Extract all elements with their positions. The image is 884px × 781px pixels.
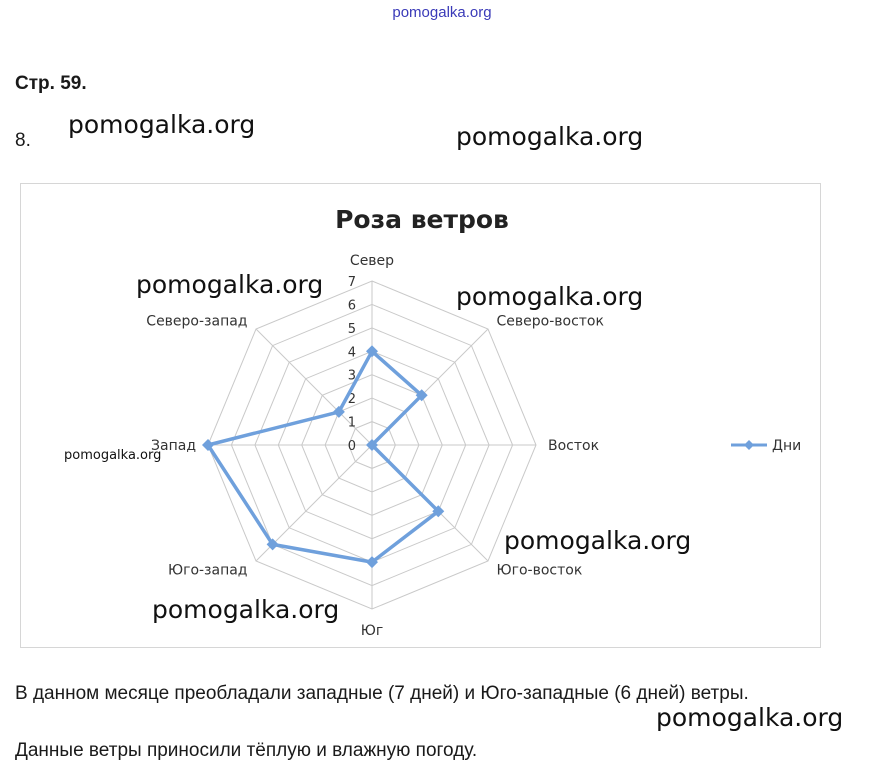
tick-label: 3 (347, 368, 356, 384)
top-watermark: pomogalka.org (392, 4, 492, 21)
radar-chart (20, 183, 821, 648)
tick-label: 1 (347, 415, 356, 431)
watermark-7: pomogalka.org (152, 595, 340, 624)
category-label: Запад (151, 438, 196, 454)
series-line (208, 351, 438, 562)
page-reference: Стр. 59. (15, 73, 87, 94)
watermark-2: pomogalka.org (456, 122, 644, 151)
chart-title: Роза ветров (335, 205, 509, 234)
watermark-4: pomogalka.org (456, 282, 644, 311)
watermark-5: pomogalka.org (64, 448, 162, 463)
watermark-6: pomogalka.org (504, 526, 692, 555)
category-label: Северо-восток (496, 313, 604, 330)
conclusion-text: В данном месяце преобладали западные (7 дней) и Юго-западные (6 дней) ветры. (15, 683, 749, 704)
tick-label: 5 (347, 321, 356, 337)
tick-label: 2 (347, 392, 356, 408)
tick-label: 7 (347, 275, 356, 290)
legend-marker (744, 440, 754, 450)
category-label: Северо-запад (146, 313, 248, 330)
category-label: Юго-запад (167, 562, 248, 579)
watermark-8: pomogalka.org (656, 703, 844, 732)
category-label: Север (349, 253, 395, 269)
weather-text: Данные ветры приносили тёплую и влажную погоду. (15, 740, 478, 761)
legend-label: Дни (772, 438, 802, 454)
radar-series (202, 345, 444, 568)
radar-tick-labels (348, 275, 356, 454)
legend (731, 438, 801, 454)
task-number: 8. (15, 130, 31, 151)
category-label: Восток (548, 438, 600, 454)
tick-label: 4 (347, 345, 356, 361)
watermark-3: pomogalka.org (136, 270, 324, 299)
tick-label: 6 (347, 298, 356, 314)
category-label: Юго-восток (496, 562, 583, 579)
watermark-1: pomogalka.org (68, 110, 256, 139)
category-label: Юг (360, 623, 384, 639)
tick-label: 0 (347, 439, 356, 454)
